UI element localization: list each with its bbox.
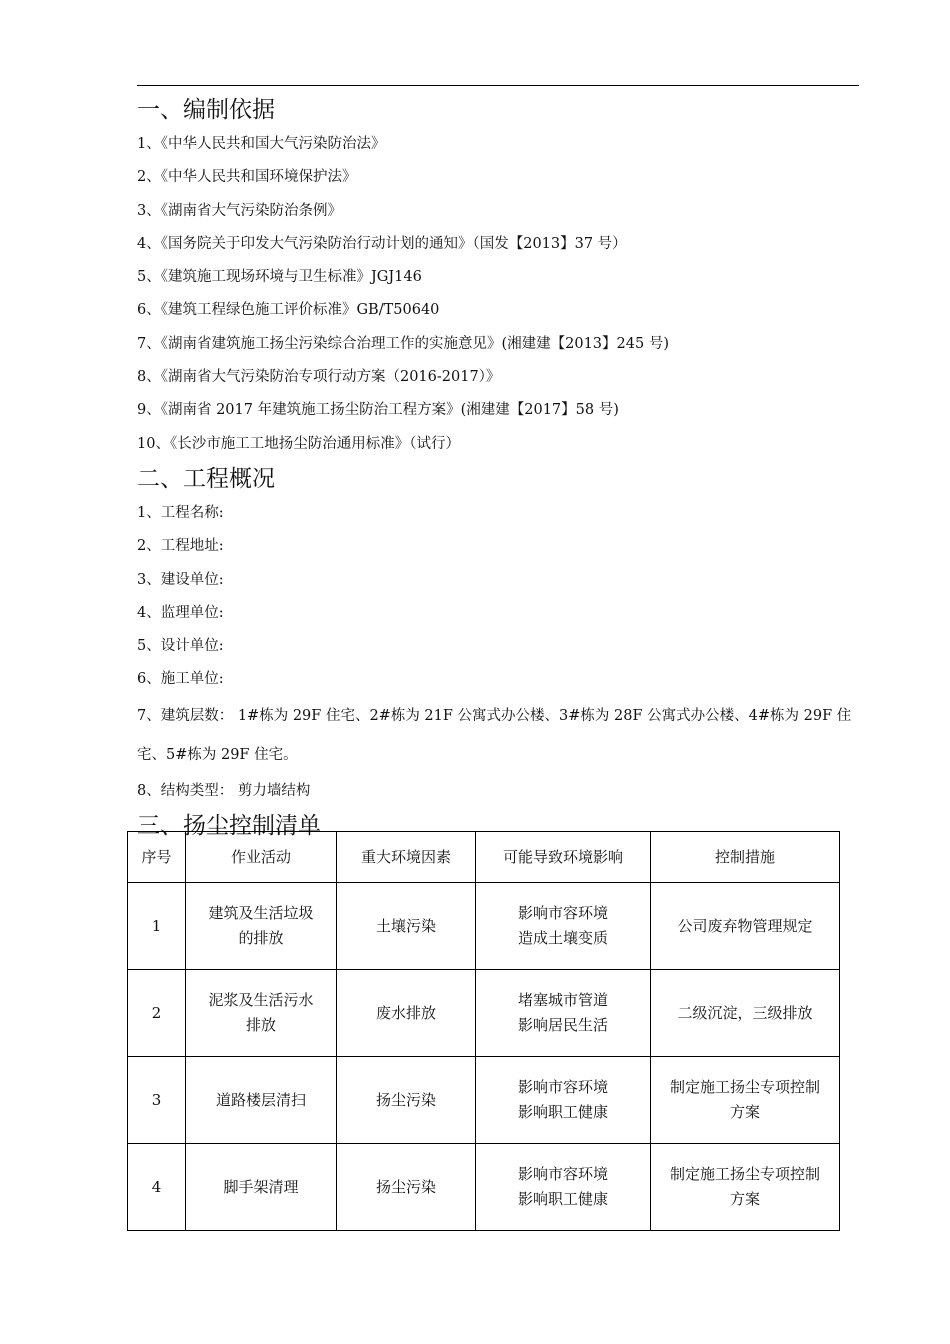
table-header-row <box>128 832 840 883</box>
cell-line: 制定施工扬尘专项控制 <box>669 1078 820 1096</box>
basis-item: 3、《湖南省大气污染防治条例》 <box>137 202 342 219</box>
section-title-basis: 一、编制依据 <box>137 97 275 123</box>
cell-factor: 土壤污染 <box>337 883 476 970</box>
dust-control-table <box>127 831 840 1231</box>
section-title-overview: 二、工程概况 <box>137 465 275 492</box>
cell-line: 排放 <box>245 1016 276 1034</box>
cell-line: 方案 <box>729 1103 760 1121</box>
basis-item: 1、《中华人民共和国大气污染防治法》 <box>137 136 386 152</box>
cell-line: 方案 <box>729 1190 760 1208</box>
cell-line: 的排放 <box>238 929 284 947</box>
cell-activity <box>186 970 337 1057</box>
header-cell-factor: 重大环境因素 <box>337 832 476 883</box>
cell-line: 造成土壤变质 <box>517 929 608 947</box>
header-cell-measure: 控制措施 <box>651 832 840 883</box>
cell-activity <box>186 1057 337 1144</box>
basis-item: 4、《国务院关于印发大气污染防治行动计划的通知》（国发【2013】37 号） <box>137 235 627 252</box>
cell-line: 二级沉淀，三级排放 <box>677 1003 813 1022</box>
cell-line: 影响市容环境 <box>517 1078 608 1096</box>
overview-structure: 8、结构类型： 剪力墙结构 <box>137 782 311 799</box>
cell-activity <box>186 883 337 970</box>
cell-line: 脚手架清理 <box>223 1177 299 1196</box>
overview-item: 1、工程名称: <box>137 504 224 521</box>
basis-list <box>137 128 862 461</box>
overview-list <box>137 497 862 808</box>
cell-line: 影响职工健康 <box>517 1103 608 1121</box>
overview-item: 6、施工单位: <box>137 671 224 688</box>
cell-line: 道路楼层清扫 <box>215 1090 306 1109</box>
cell-line: 影响市容环境 <box>517 1165 608 1183</box>
basis-item: 8、《湖南省大气污染防治专项行动方案（2016-2017）》 <box>137 369 501 386</box>
table-row <box>128 1144 840 1231</box>
cell-line: 影响市容环境 <box>517 904 608 922</box>
cell-impact <box>476 970 651 1057</box>
cell-line: 影响职工健康 <box>517 1190 608 1208</box>
basis-item: 10、《长沙市施工工地扬尘防治通用标准》（试行） <box>137 435 460 452</box>
overview-floors: 7、建筑层数： 1#栋为 29F 住宅、2#栋为 21F 公寓式办公楼、3#栋为 28F 公寓式办公楼、4#栋为 29F 住宅、5#栋为 29F 住宅。 <box>137 707 852 763</box>
cell-impact <box>476 1144 651 1231</box>
cell-impact <box>476 1057 651 1144</box>
basis-item: 9、《湖南省 2017 年建筑施工扬尘防治工程方案》(湘建建【2017】58 号) <box>137 402 619 419</box>
overview-item: 5、设计单位: <box>137 638 224 655</box>
cell-no: 4 <box>128 1144 186 1231</box>
cell-impact <box>476 883 651 970</box>
cell-no: 1 <box>128 883 186 970</box>
cell-activity <box>186 1144 337 1231</box>
basis-item: 5、《建筑施工现场环境与卫生标准》JGJ146 <box>137 269 422 286</box>
basis-item: 7、《湖南省建筑施工扬尘污染综合治理工作的实施意见》(湘建建【2013】245 号) <box>137 335 669 352</box>
cell-measure <box>651 970 840 1057</box>
table-row <box>128 970 840 1057</box>
cell-line: 影响居民生活 <box>517 1016 608 1034</box>
overview-item: 3、建设单位: <box>137 571 224 588</box>
document-body <box>137 92 862 844</box>
cell-line: 建筑及生活垃圾 <box>208 904 314 922</box>
header-rule <box>137 85 859 86</box>
overview-item: 4、监理单位: <box>137 604 224 621</box>
cell-measure <box>651 883 840 970</box>
cell-factor: 扬尘污染 <box>337 1144 476 1231</box>
basis-item: 2、《中华人民共和国环境保护法》 <box>137 169 357 186</box>
table-row <box>128 1057 840 1144</box>
table-row <box>128 883 840 970</box>
cell-no: 2 <box>128 970 186 1057</box>
basis-item: 6、《建筑工程绿色施工评价标准》GB/T50640 <box>137 302 440 319</box>
cell-measure <box>651 1144 840 1231</box>
cell-factor: 废水排放 <box>337 970 476 1057</box>
header-cell-no: 序号 <box>128 832 186 883</box>
overview-item: 2、工程地址: <box>137 538 224 555</box>
header-cell-activity: 作业活动 <box>186 832 337 883</box>
cell-measure <box>651 1057 840 1144</box>
section-title-dust-list: 三、扬尘控制清单 <box>137 813 321 840</box>
cell-line: 泥浆及生活污水 <box>208 991 314 1009</box>
cell-line: 堵塞城市管道 <box>517 991 608 1009</box>
cell-factor: 扬尘污染 <box>337 1057 476 1144</box>
cell-line: 制定施工扬尘专项控制 <box>669 1165 820 1183</box>
cell-line: 公司废弃物管理规定 <box>677 916 813 935</box>
cell-no: 3 <box>128 1057 186 1144</box>
header-cell-impact: 可能导致环境影响 <box>476 832 651 883</box>
